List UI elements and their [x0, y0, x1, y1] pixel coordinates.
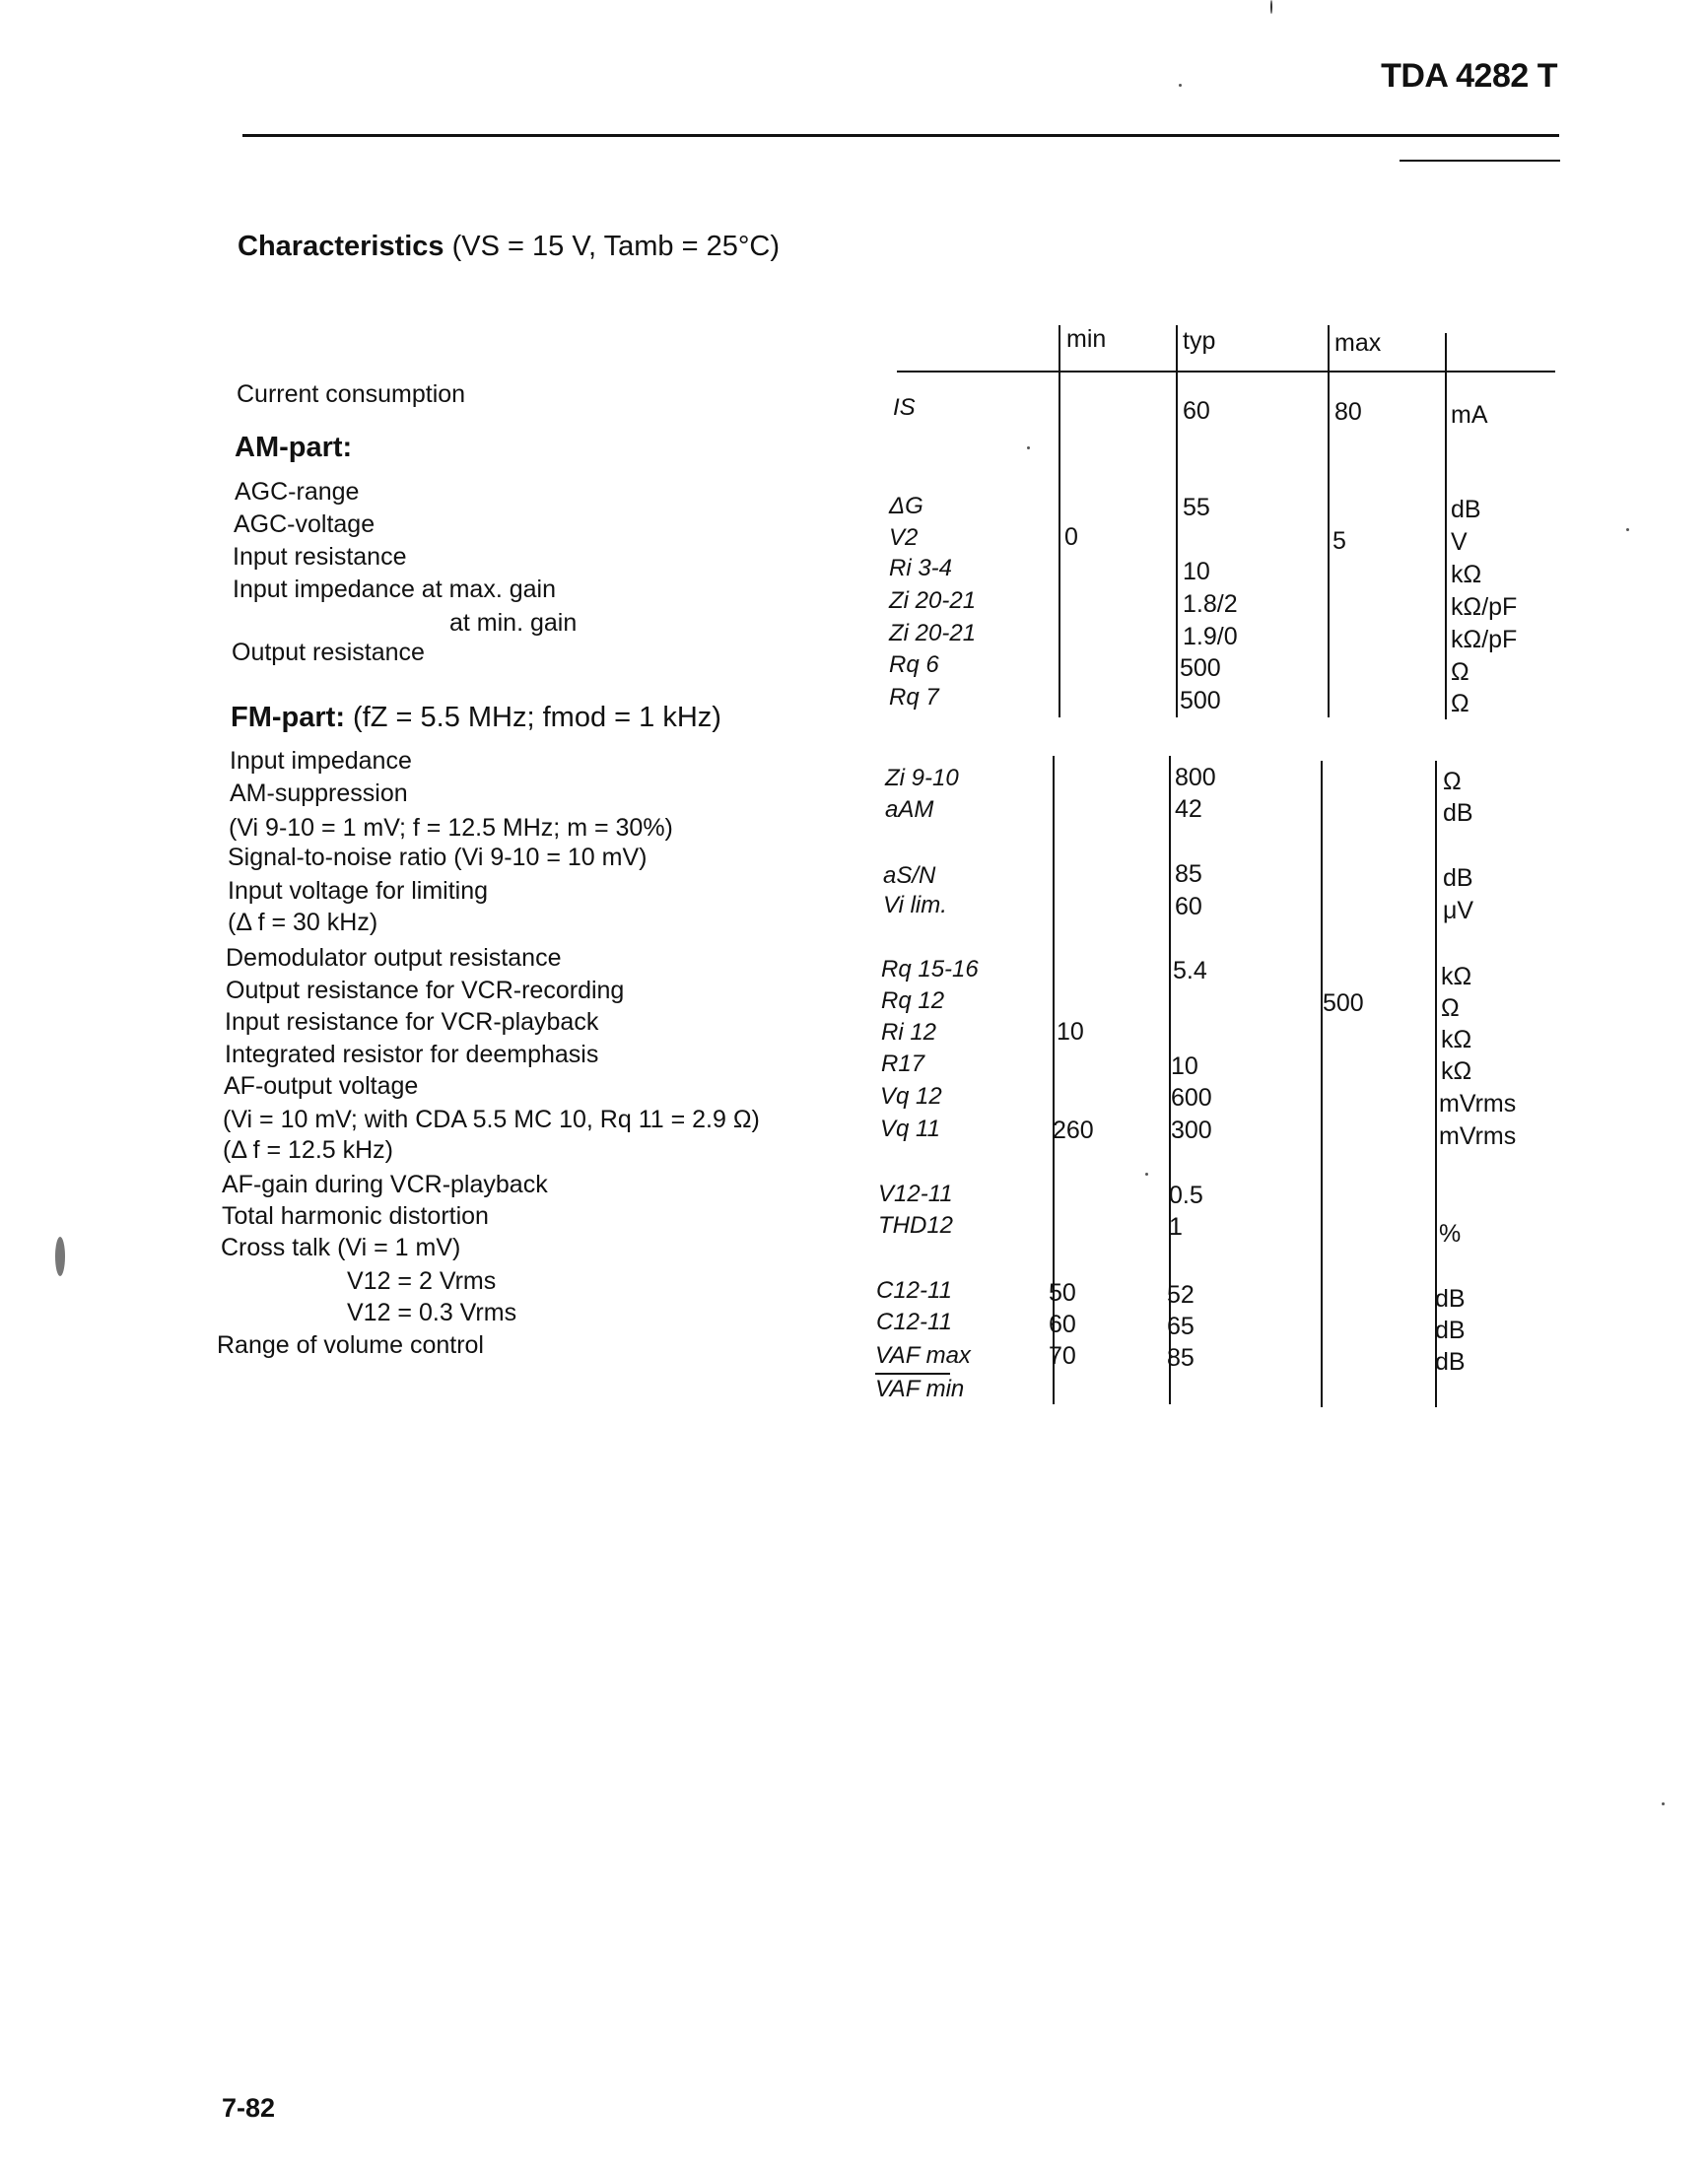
unit: dB — [1435, 1285, 1466, 1313]
label-limiting-cond: (Δ f = 30 kHz) — [228, 909, 378, 936]
value-typ: 10 — [1183, 558, 1210, 585]
label-cross-talk-03v: V12 = 0.3 Vrms — [347, 1299, 517, 1326]
value-typ: 1 — [1169, 1213, 1183, 1241]
col-line-min-am — [1059, 325, 1060, 717]
label-input-impedance-max: Input impedance at max. gain — [233, 576, 556, 603]
unit: Ω — [1451, 690, 1469, 717]
value-min: 60 — [1049, 1311, 1076, 1338]
symbol: Vi lim. — [883, 892, 947, 918]
unit: dB — [1435, 1317, 1466, 1344]
scan-dot — [1027, 446, 1030, 449]
value-typ: 55 — [1183, 494, 1210, 521]
label-deemphasis: Integrated resistor for deemphasis — [225, 1041, 599, 1068]
label-current-consumption: Current consumption — [237, 380, 466, 408]
symbol: VAF max — [875, 1342, 971, 1369]
unit: Ω — [1441, 994, 1460, 1022]
value-typ: 65 — [1167, 1313, 1195, 1340]
unit: μV — [1443, 897, 1474, 924]
section-am: AM-part: — [235, 432, 353, 463]
value-typ: 5.4 — [1173, 957, 1207, 984]
symbol: Zi 20-21 — [889, 587, 977, 614]
label-input-impedance-min: at min. gain — [449, 609, 578, 637]
value-max: 80 — [1334, 398, 1362, 426]
value-typ: 60 — [1175, 893, 1202, 920]
label-snr: Signal-to-noise ratio (Vi 9-10 = 10 mV) — [228, 844, 648, 871]
label-agc-voltage: AGC-voltage — [234, 510, 376, 538]
value-typ: 600 — [1171, 1084, 1212, 1112]
label-demod-output-resistance: Demodulator output resistance — [226, 944, 562, 972]
value-typ: 300 — [1171, 1117, 1212, 1144]
label-cross-talk: Cross talk (Vi = 1 mV) — [221, 1234, 461, 1261]
unit: Ω — [1451, 658, 1469, 686]
scan-dot — [1626, 528, 1629, 531]
unit: kΩ — [1451, 561, 1482, 588]
label-am-suppression-cond: (Vi 9-10 = 1 mV; f = 12.5 MHz; m = 30%) — [229, 814, 673, 842]
label-fm-input-impedance: Input impedance — [230, 747, 412, 775]
characteristics-title: Characteristics — [238, 231, 444, 262]
label-cross-talk-2v: V12 = 2 Vrms — [347, 1267, 497, 1295]
label-input-voltage-limiting: Input voltage for limiting — [228, 877, 489, 905]
label-input-resistance: Input resistance — [233, 543, 407, 571]
section-fm — [231, 702, 721, 734]
value-typ: 85 — [1167, 1344, 1195, 1372]
symbol: Zi 9-10 — [885, 765, 959, 791]
unit: mA — [1451, 401, 1488, 429]
value-min: 10 — [1057, 1018, 1084, 1046]
value-typ: 52 — [1167, 1281, 1195, 1309]
label-af-output-cond: (Vi = 10 mV; with CDA 5.5 MC 10, Rq 11 = 2.9 Ω) — [223, 1106, 760, 1133]
symbol: Rq 6 — [889, 651, 939, 678]
symbol: ΔG — [889, 493, 923, 519]
value-typ: 1.9/0 — [1183, 623, 1238, 650]
characteristics-heading — [238, 231, 780, 263]
symbol: aAM — [885, 796, 934, 823]
value-min: 260 — [1053, 1117, 1094, 1144]
unit: dB — [1443, 864, 1473, 892]
characteristics-conditions: (VS = 15 V, Tamb = 25°C) — [451, 231, 781, 262]
symbol: C12-11 — [876, 1277, 952, 1304]
value-max: 5 — [1332, 527, 1346, 555]
label-af-output-voltage: AF-output voltage — [224, 1072, 419, 1100]
value-min: 50 — [1049, 1279, 1076, 1307]
symbol: THD12 — [878, 1212, 954, 1239]
symbol: Rq 7 — [889, 684, 939, 711]
scan-dot — [1662, 1802, 1665, 1805]
page-number: 7-82 — [222, 2093, 276, 2123]
value-typ: 1.8/2 — [1183, 590, 1238, 618]
value-min: 70 — [1049, 1342, 1076, 1370]
col-line-max-fm — [1321, 761, 1323, 1407]
value-typ: 10 — [1171, 1052, 1198, 1080]
table-header-rule — [897, 371, 1555, 373]
label-agc-range: AGC-range — [235, 478, 360, 506]
value-typ: 0.5 — [1169, 1182, 1203, 1209]
value-typ: 85 — [1175, 860, 1202, 888]
symbol: R17 — [881, 1050, 925, 1077]
unit: dB — [1451, 496, 1481, 523]
value-typ: 500 — [1180, 687, 1221, 714]
value-typ: 60 — [1183, 397, 1210, 425]
part-number: TDA 4282 T — [1381, 57, 1557, 95]
col-line-unit-am — [1445, 333, 1447, 719]
scan-dot — [1179, 84, 1182, 87]
unit: kΩ — [1441, 963, 1472, 990]
unit: kΩ/pF — [1451, 593, 1518, 621]
unit: mVrms — [1439, 1090, 1517, 1118]
label-volume-range: Range of volume control — [217, 1331, 484, 1359]
unit: dB — [1435, 1348, 1466, 1376]
symbol: Rq 15-16 — [881, 956, 979, 982]
unit: kΩ — [1441, 1057, 1472, 1085]
col-line-typ-am — [1176, 325, 1178, 717]
section-fm-conditions: (fZ = 5.5 MHz; fmod = 1 kHz) — [353, 702, 721, 733]
header-rule-short — [1400, 160, 1560, 162]
symbol: V2 — [889, 524, 919, 551]
col-head-typ: typ — [1183, 327, 1216, 355]
value-min: 0 — [1064, 523, 1078, 551]
scan-mark — [1270, 0, 1272, 14]
col-head-max: max — [1334, 329, 1382, 357]
symbol: Rq 12 — [881, 987, 945, 1014]
symbol: IS — [893, 394, 916, 421]
unit: % — [1439, 1220, 1462, 1248]
symbol: Vq 12 — [880, 1083, 942, 1110]
symbol: Zi 20-21 — [889, 620, 977, 646]
unit: mVrms — [1439, 1122, 1517, 1150]
label-thd: Total harmonic distortion — [222, 1202, 489, 1230]
symbol: Ri 12 — [881, 1019, 937, 1046]
symbol: VAF min — [875, 1376, 965, 1402]
label-af-output-cond2: (Δ f = 12.5 kHz) — [223, 1136, 394, 1164]
value-typ: 800 — [1175, 764, 1216, 791]
fraction-bar — [875, 1373, 950, 1375]
symbol: Ri 3-4 — [889, 555, 953, 581]
symbol: C12-11 — [876, 1309, 952, 1335]
unit: Ω — [1443, 768, 1462, 795]
col-line-max-am — [1328, 325, 1330, 717]
col-head-min: min — [1066, 325, 1107, 353]
unit: kΩ — [1441, 1026, 1472, 1053]
section-fm-title: FM-part: — [231, 702, 345, 733]
label-am-suppression: AM-suppression — [230, 779, 408, 807]
symbol: Vq 11 — [880, 1116, 940, 1142]
header-rule — [242, 134, 1559, 137]
label-vcr-playback: Input resistance for VCR-playback — [225, 1008, 599, 1036]
symbol: aS/N — [883, 862, 936, 889]
value-max: 500 — [1323, 989, 1364, 1017]
unit: kΩ/pF — [1451, 626, 1518, 653]
label-af-gain-vcr: AF-gain during VCR-playback — [222, 1171, 548, 1198]
unit: dB — [1443, 799, 1473, 827]
label-vcr-recording: Output resistance for VCR-recording — [226, 977, 625, 1004]
value-typ: 500 — [1180, 654, 1221, 682]
scan-mark — [55, 1237, 65, 1276]
value-typ: 42 — [1175, 795, 1202, 823]
label-output-resistance: Output resistance — [232, 639, 425, 666]
symbol: V12-11 — [878, 1181, 953, 1207]
scan-dot — [1145, 1173, 1148, 1176]
unit: V — [1451, 528, 1468, 556]
